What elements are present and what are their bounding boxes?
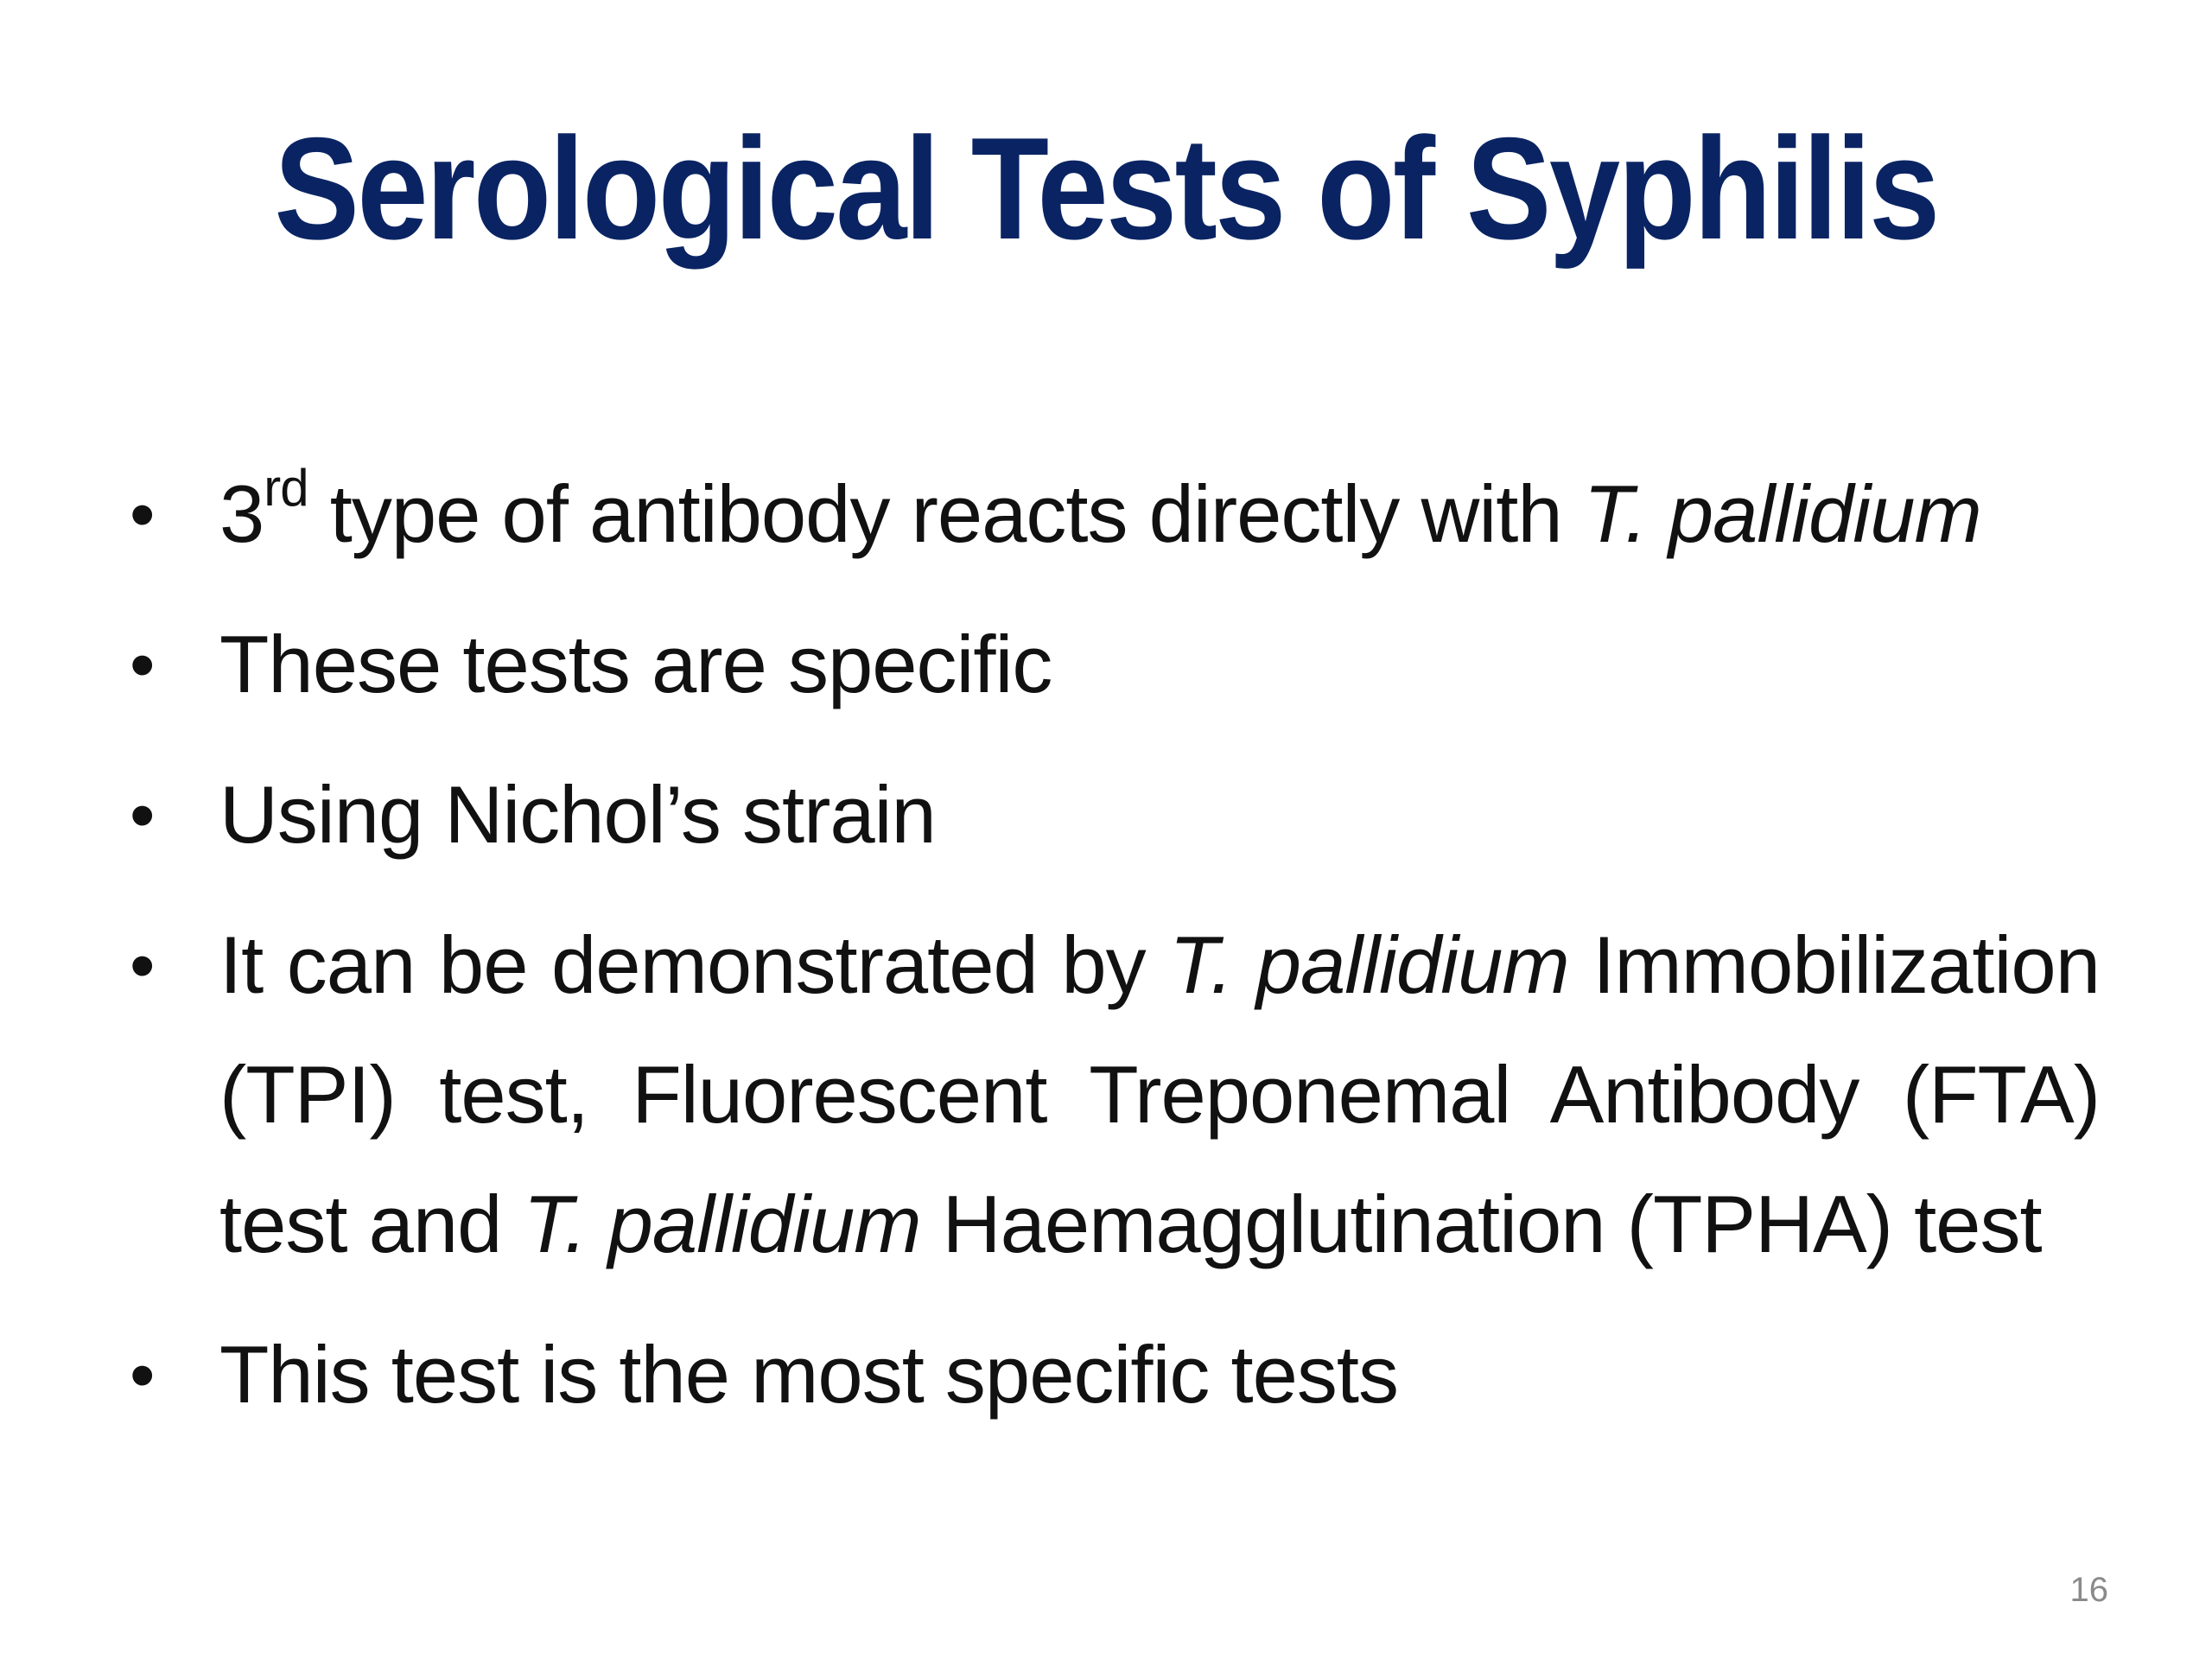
bullet-text-segment: Using Nichol’s strain	[219, 769, 936, 860]
ordinal-superscript: rd	[264, 458, 308, 517]
bullet-text	[219, 449, 2100, 579]
bullet-item	[130, 1310, 2100, 1440]
bullet-dot-icon: •	[130, 925, 155, 1006]
bullet-dot-icon: •	[130, 474, 155, 555]
bullet-text-segment: Immobilization (TPI) test, Fluorescent Treponemal Antibody (FTA) test and	[219, 919, 2100, 1269]
bullet-item	[130, 900, 2100, 1289]
bullet-item	[130, 600, 2100, 729]
bullet-text	[219, 900, 2100, 1289]
bullet-dot-icon: •	[130, 1334, 155, 1415]
bullet-text-segment: These tests are specific	[219, 619, 1052, 709]
bullet-text	[219, 1310, 2100, 1440]
species-name: T. pallidium	[1169, 919, 1569, 1010]
bullet-text-segment: 3	[219, 468, 264, 559]
page-number: 16	[2069, 1571, 2108, 1609]
bullet-text-segment: This test is the most specific tests	[219, 1329, 1398, 1420]
bullet-item	[130, 750, 2100, 880]
bullet-list	[130, 449, 2100, 1460]
species-name: T. pallidium	[523, 1179, 921, 1269]
species-name: T. pallidium	[1583, 468, 1981, 559]
bullet-text	[219, 750, 2100, 880]
bullet-text-segment: It can be demonstrated by	[219, 919, 1170, 1010]
bullet-dot-icon: •	[130, 774, 155, 855]
slide-title: Serological Tests of Syphilis	[274, 107, 1938, 270]
bullet-text-segment: type of antibody reacts directly with	[308, 468, 1584, 559]
bullet-dot-icon: •	[130, 624, 155, 705]
bullet-text	[219, 600, 2100, 729]
bullet-item	[130, 449, 2100, 579]
bullet-text-segment: Haemagglutination (TPHA) test	[920, 1179, 2042, 1269]
